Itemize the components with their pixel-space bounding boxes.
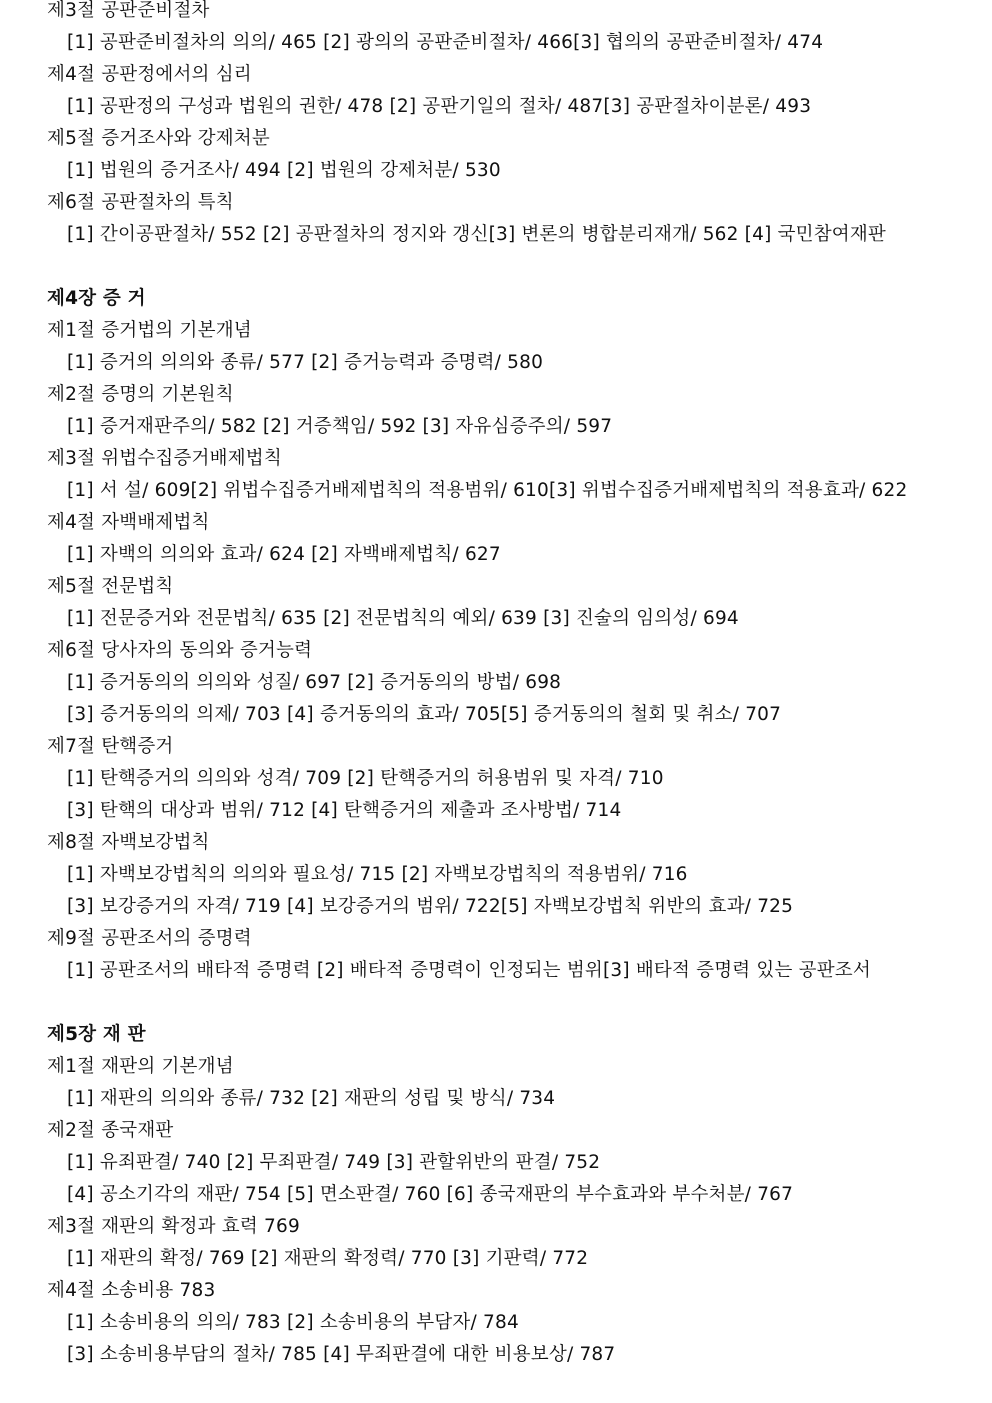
section-heading: 제3절 공판준비절차 bbox=[47, 0, 210, 21]
section-heading: 제2절 종국재판 bbox=[47, 1120, 174, 1141]
table-of-contents bbox=[47, 0, 977, 1371]
section-heading: 제4절 자백배제법칙 bbox=[47, 512, 210, 533]
section-heading: 제4절 소송비용 783 bbox=[47, 1280, 216, 1301]
toc-entry: [1] 증거재판주의/ 582 [2] 거증책임/ 592 [3] 자유심증주의/ 597 bbox=[67, 416, 613, 437]
chapter-heading: 제4장 증 거 bbox=[47, 288, 146, 309]
toc-entry: [1] 증거의 의의와 종류/ 577 [2] 증거능력과 증명력/ 580 bbox=[67, 352, 544, 373]
toc-entry: [1] 서 설/ 609[2] 위법수집증거배제법칙의 적용범위/ 610[3] 위법수집증거배제법칙의 적용효과/ 622 bbox=[67, 480, 908, 501]
toc-entry: [1] 공판준비절차의 의의/ 465 [2] 광의의 공판준비절차/ 466[3] 협의의 공판준비절차/ 474 bbox=[67, 32, 824, 53]
section-heading: 제6절 공판절차의 특칙 bbox=[47, 192, 234, 213]
toc-entry: [3] 증거동의의 의제/ 703 [4] 증거동의의 효과/ 705[5] 증거동의의 철회 및 취소/ 707 bbox=[67, 704, 782, 725]
toc-entry: [1] 재판의 의의와 종류/ 732 [2] 재판의 성립 및 방식/ 734 bbox=[67, 1088, 556, 1109]
section-heading: 제2절 증명의 기본원칙 bbox=[47, 384, 234, 405]
toc-entry: [1] 증거동의의 의의와 성질/ 697 [2] 증거동의의 방법/ 698 bbox=[67, 672, 562, 693]
toc-entry: [1] 유죄판결/ 740 [2] 무죄판결/ 749 [3] 관할위반의 판결/ 752 bbox=[67, 1152, 601, 1173]
toc-entry: [4] 공소기각의 재판/ 754 [5] 면소판결/ 760 [6] 종국재판의 부수효과와 부수처분/ 767 bbox=[67, 1184, 794, 1205]
toc-entry: [1] 탄핵증거의 의의와 성격/ 709 [2] 탄핵증거의 허용범위 및 자격/ 710 bbox=[67, 768, 664, 789]
section-heading: 제8절 자백보강법칙 bbox=[47, 832, 210, 853]
section-heading: 제6절 당사자의 동의와 증거능력 bbox=[47, 640, 313, 661]
section-heading: 제1절 재판의 기본개념 bbox=[47, 1056, 234, 1077]
section-heading: 제3절 위법수집증거배제법칙 bbox=[47, 448, 282, 469]
section-heading: 제9절 공판조서의 증명력 bbox=[47, 928, 252, 949]
toc-entry: [1] 자백의 의의와 효과/ 624 [2] 자백배제법칙/ 627 bbox=[67, 544, 501, 565]
toc-entry: [1] 법원의 증거조사/ 494 [2] 법원의 강제처분/ 530 bbox=[67, 160, 501, 181]
toc-entry: [1] 공판정의 구성과 법원의 권한/ 478 [2] 공판기일의 절차/ 487[3] 공판절차이분론/ 493 bbox=[67, 96, 812, 117]
section-heading: 제1절 증거법의 기본개념 bbox=[47, 320, 252, 341]
toc-entry: [3] 탄핵의 대상과 범위/ 712 [4] 탄핵증거의 제출과 조사방법/ 714 bbox=[67, 800, 622, 821]
blank-line bbox=[47, 987, 977, 1019]
toc-entry: [1] 자백보강법칙의 의의와 필요성/ 715 [2] 자백보강법칙의 적용범위/ 716 bbox=[67, 864, 688, 885]
toc-entry: [3] 보강증거의 자격/ 719 [4] 보강증거의 범위/ 722[5] 자백보강법칙 위반의 효과/ 725 bbox=[67, 896, 794, 917]
section-heading: 제7절 탄핵증거 bbox=[47, 736, 174, 757]
section-heading: 제5절 전문법칙 bbox=[47, 576, 174, 597]
chapter-heading: 제5장 재 판 bbox=[47, 1024, 146, 1045]
toc-entry: [3] 소송비용부담의 절차/ 785 [4] 무죄판결에 대한 비용보상/ 787 bbox=[67, 1344, 616, 1365]
toc-entry: [1] 소송비용의 의의/ 783 [2] 소송비용의 부담자/ 784 bbox=[67, 1312, 519, 1333]
blank-line bbox=[47, 251, 977, 283]
toc-entry: [1] 간이공판절차/ 552 [2] 공판절차의 정지와 갱신[3] 변론의 병합분리재개/ 562 [4] 국민참여재판 bbox=[67, 224, 886, 245]
toc-entry: [1] 전문증거와 전문법칙/ 635 [2] 전문법칙의 예외/ 639 [3] 진술의 임의성/ 694 bbox=[67, 608, 739, 629]
toc-entry: [1] 공판조서의 배타적 증명력 [2] 배타적 증명력이 인정되는 범위[3] 배타적 증명력 있는 공판조서 bbox=[67, 960, 871, 981]
toc-entry: [1] 재판의 확정/ 769 [2] 재판의 확정력/ 770 [3] 기판력/ 772 bbox=[67, 1248, 589, 1269]
section-heading: 제3절 재판의 확정과 효력 769 bbox=[47, 1216, 300, 1237]
section-heading: 제4절 공판정에서의 심리 bbox=[47, 64, 252, 85]
section-heading: 제5절 증거조사와 강제처분 bbox=[47, 128, 270, 149]
